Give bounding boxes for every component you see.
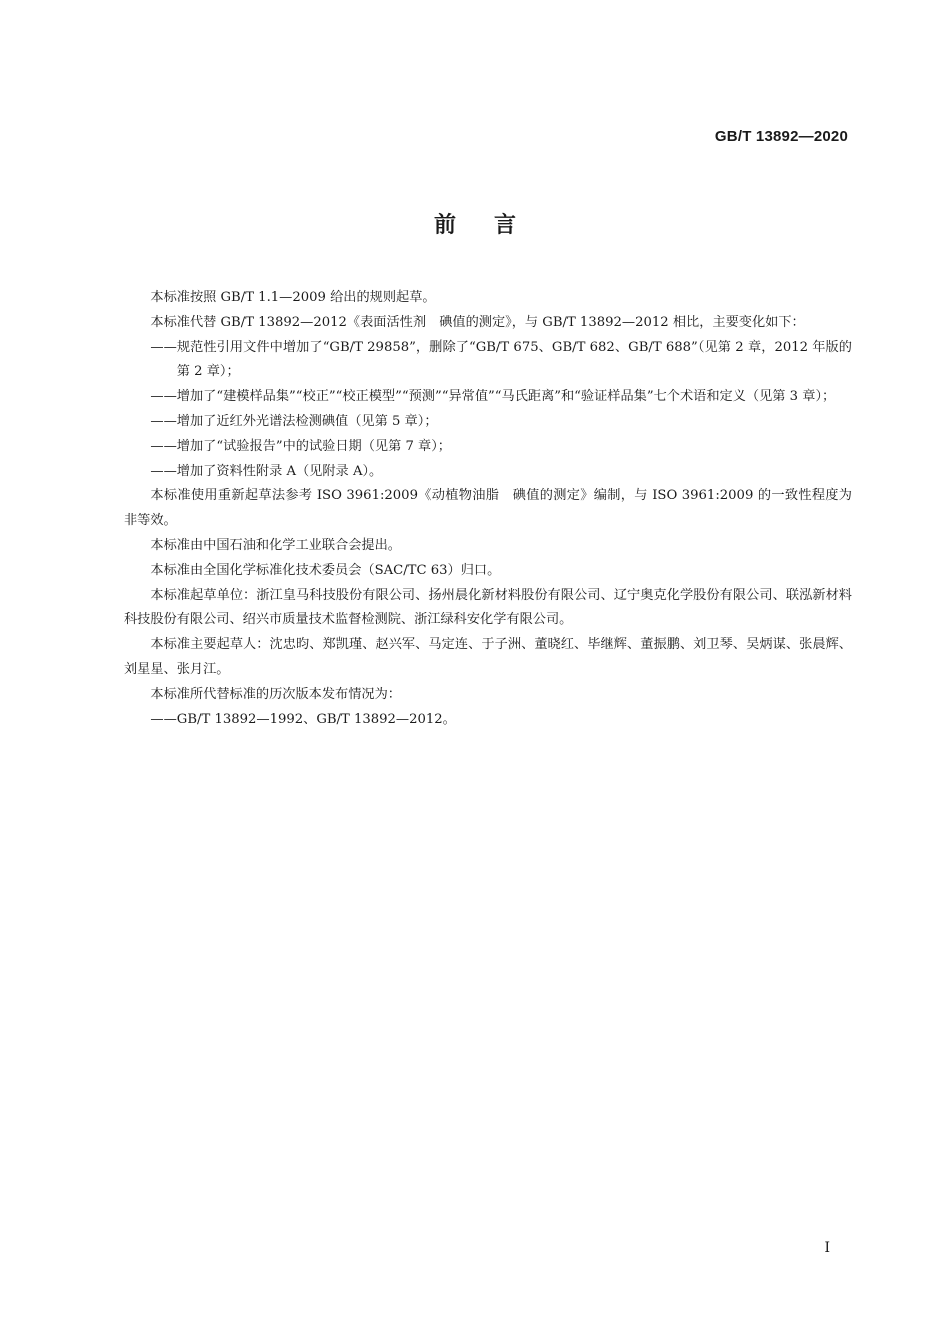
paragraph-committee: 本标准由全国化学标准化技术委员会（SAC/TC 63）归口。 [150, 562, 501, 578]
paragraph-drafting-units: 本标准起草单位：浙江皇马科技股份有限公司、扬州晨化新材料股份有限公司、辽宁奥克化学股份有限公司、联泓新材料科技股份有限公司、绍兴市质量技术监督检测院、浙江绿科安化学有限公司。 [124, 587, 852, 628]
history-item-text: GB/T 13892—1992、GB/T 13892—2012。 [176, 711, 456, 727]
history-item [150, 708, 852, 733]
dash-mark: —— [150, 463, 177, 479]
dash-mark: —— [150, 438, 177, 454]
paragraph-drafting-rules: 本标准按照 GB/T 1.1—2009 给出的规则起草。 [150, 290, 436, 305]
dash-mark: —— [150, 339, 177, 355]
document-body [124, 286, 852, 732]
paragraph-replacement: 本标准代替 GB/T 13892—2012《表面活性剂 碘值的测定》，与 GB/T 13892—2012 相比，主要变化如下： [150, 314, 805, 330]
change-item-text: 增加了“试验报告”中的试验日期（见第 7 章）； [176, 438, 451, 454]
dash-mark: —— [150, 711, 177, 727]
change-item-text: 增加了“建模样品集”“校正”“校正模型”“预测”“异常值”“马氏距离”和“验证样品集”七个术语和定义（见第 3 章）； [176, 389, 836, 405]
change-item [150, 460, 852, 485]
change-item [150, 385, 852, 410]
change-item [150, 336, 852, 386]
change-item [150, 435, 852, 460]
change-item-text: 增加了近红外光谱法检测碘值（见第 5 章）； [176, 413, 438, 429]
change-item-text: 增加了资料性附录 A（见附录 A）。 [176, 463, 383, 479]
change-item-text: 规范性引用文件中增加了“GB/T 29858”，删除了“GB/T 675、GB/T 682、GB/T 688”（见第 2 章，2012 年版的第 2 章）； [176, 339, 852, 380]
dash-mark: —— [150, 413, 177, 429]
page-title: 前言 [433, 213, 554, 238]
page-number: I [824, 1240, 830, 1256]
dash-mark: —— [150, 389, 177, 405]
paragraph-drafters: 本标准主要起草人：沈忠昀、郑凯瑾、赵兴军、马定连、于子洲、董晓红、毕继辉、董振鹏、刘卫琴、吴炳谋、张晨辉、刘星星、张月江。 [124, 637, 852, 677]
change-item [150, 410, 852, 435]
paragraph-proposer: 本标准由中国石油和化学工业联合会提出。 [150, 537, 401, 553]
paragraph-history-intro: 本标准所代替标准的历次版本发布情况为： [150, 686, 401, 702]
standard-code: GB/T 13892—2020 [714, 128, 848, 145]
paragraph-iso-reference: 本标准使用重新起草法参考 ISO 3961:2009《动植物油脂 碘值的测定》编制，与 ISO 3961:2009 的一致性程度为非等效。 [124, 488, 852, 529]
